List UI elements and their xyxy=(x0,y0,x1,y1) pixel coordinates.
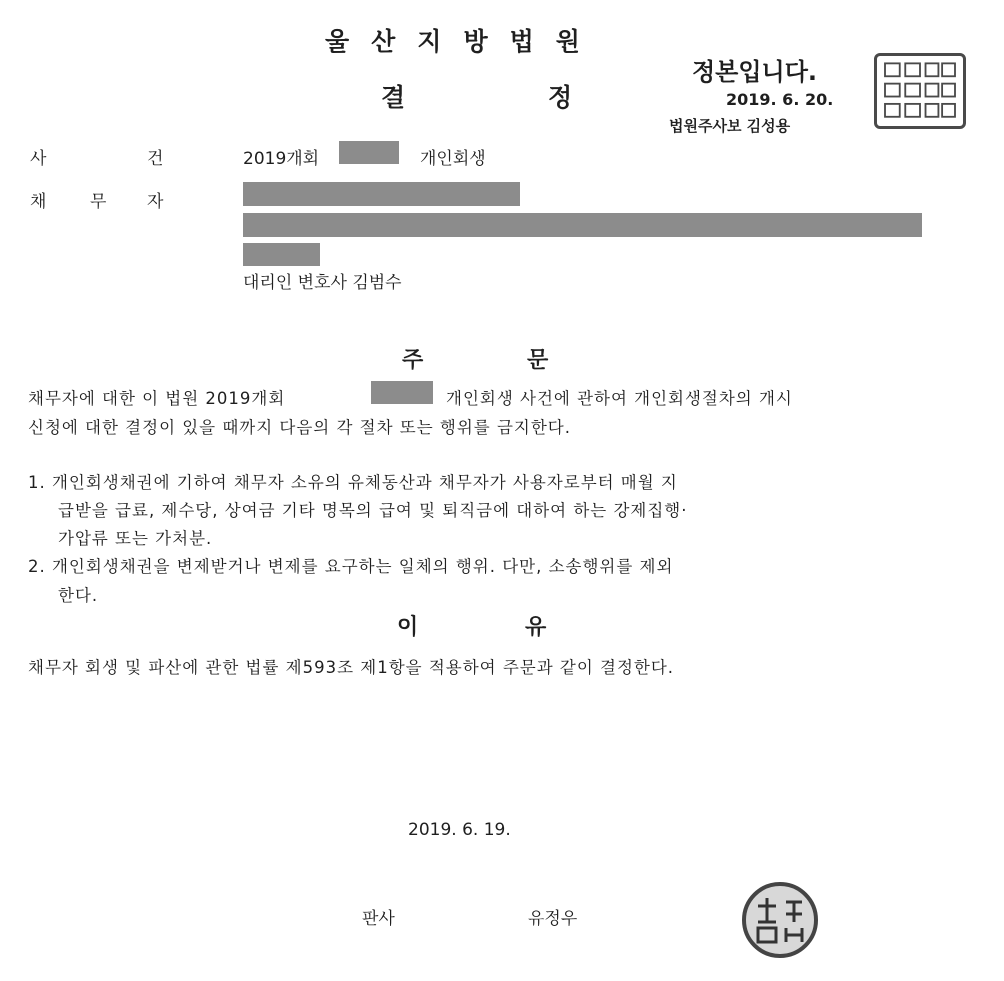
case-label-a: 사 xyxy=(30,149,47,169)
order-intro-line1-post: 개인회생 사건에 관하여 개인회생절차의 개시 xyxy=(446,389,793,408)
debtor-label-c: 자 xyxy=(147,192,164,212)
order-item2-line2: 한다. xyxy=(58,586,99,605)
order-item2-line1: 2. 개인회생채권을 변제받거나 변제를 요구하는 일체의 행위. 다만, 소송행위를 제외 xyxy=(28,557,674,576)
order-intro-line1-pre: 채무자에 대한 이 법원 2019개회 xyxy=(28,389,286,408)
judge-name: 유정우 xyxy=(528,909,578,929)
redaction-debtor-address xyxy=(243,213,922,237)
case-type: 개인회생 xyxy=(420,149,486,169)
doc-type-right: 정 xyxy=(548,83,573,112)
reason-title-b: 유 xyxy=(525,615,547,640)
court-name: 울산지방법원 xyxy=(325,27,602,56)
redaction-debtor-extra xyxy=(243,243,320,266)
redaction-case-number xyxy=(339,141,399,164)
redaction-order-case-number xyxy=(371,381,433,404)
case-label-b: 건 xyxy=(147,149,164,169)
order-item1-line3: 가압류 또는 가처분. xyxy=(58,529,213,548)
judge-seal-icon xyxy=(740,880,820,960)
order-item1-line2: 급받을 급료, 제수당, 상여금 기타 명목의 급여 및 퇴직금에 대하여 하는 강제집행· xyxy=(58,501,688,520)
case-number: 2019개회 xyxy=(243,149,320,169)
debtor-agent: 대리인 변호사 김범수 xyxy=(243,273,402,293)
debtor-label-a: 채 xyxy=(30,192,47,212)
order-item1-line1: 1. 개인회생채권에 기하여 채무자 소유의 유체동산과 채무자가 사용자로부터 매월 지 xyxy=(28,473,678,492)
reason-title-a: 이 xyxy=(397,615,419,640)
order-intro-line2: 신청에 대한 결정이 있을 때까지 다음의 각 절차 또는 행위를 금지한다. xyxy=(28,418,571,437)
decision-date: 2019. 6. 19. xyxy=(408,820,511,840)
cert-date: 2019. 6. 20. xyxy=(726,90,834,109)
debtor-label-b: 무 xyxy=(90,192,107,212)
official-stamp-icon xyxy=(874,53,966,129)
order-title-a: 주 xyxy=(402,348,424,373)
reason-text: 채무자 회생 및 파산에 관한 법률 제593조 제1항을 적용하여 주문과 같이 결정한다. xyxy=(28,658,675,677)
cert-clerk: 법원주사보 김성용 xyxy=(669,117,791,135)
certified-copy-label: 정본입니다. xyxy=(692,58,818,86)
redaction-debtor-name xyxy=(243,182,520,206)
doc-type-left: 결 xyxy=(381,83,406,112)
order-title-b: 문 xyxy=(527,348,549,373)
judge-label: 판사 xyxy=(362,909,395,929)
